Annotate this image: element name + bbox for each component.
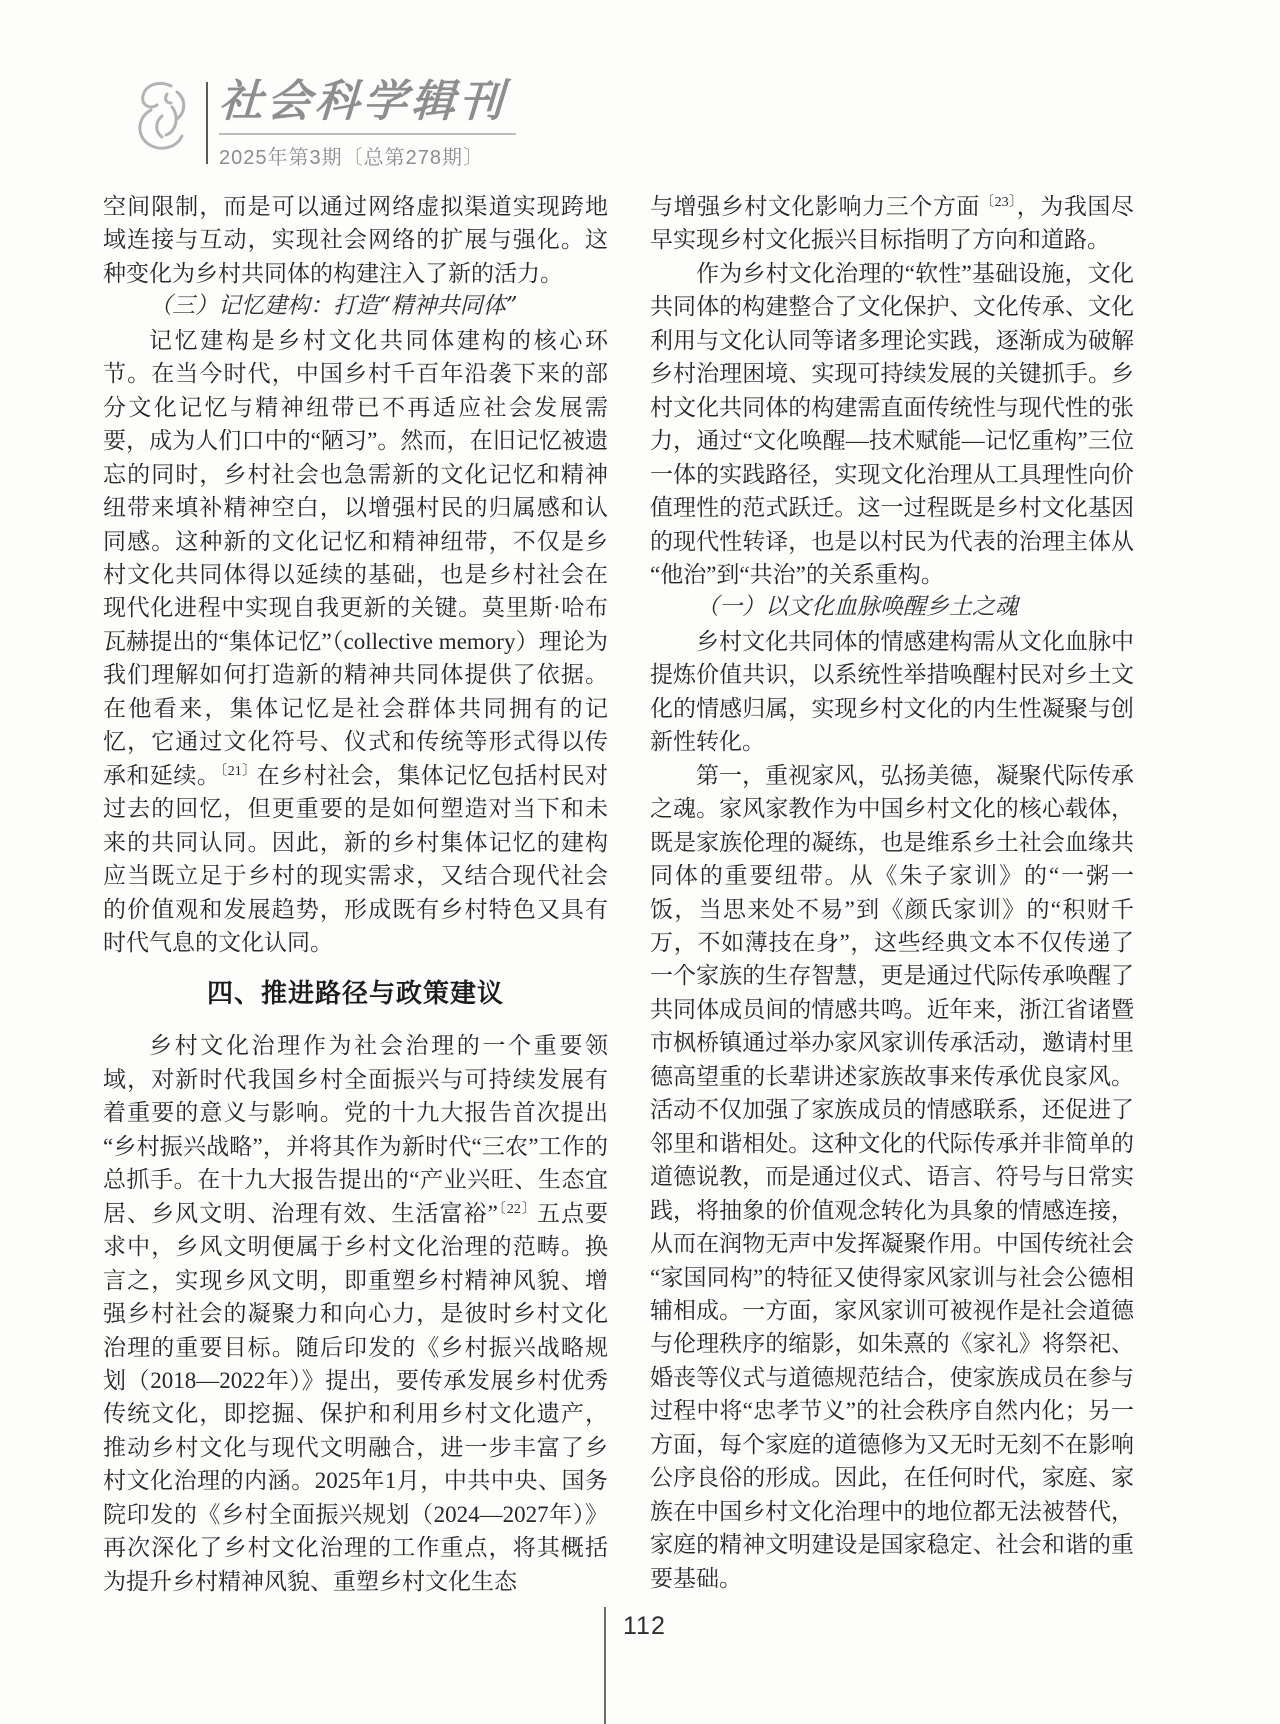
citation-22: 〔22〕 <box>497 1201 537 1217</box>
paragraph-text: 在乡村社会，集体记忆包括村民对过去的回忆，但更重要的是如何塑造对当下和未来的共同认同。因此，新的乡村集体记忆的建构应当既立足于乡村的现实需求，又结合现代社会的价值观和发展趋势，形成既有乡村特色又具有时代气息的文化认同。 <box>103 762 608 955</box>
paragraph-text: 乡村文化治理作为社会治理的一个重要领域，对新时代我国乡村全面振兴与可持续发展有着重要的意义与影响。党的十九大报告首次提出“乡村振兴战略”，并将其作为新时代“三农”工作的总抓手。在十九大报告提出的“产业兴旺、生态宜居、乡风文明、治理有效、生活富裕” <box>103 1033 608 1226</box>
citation-23: 〔23〕 <box>980 195 1017 210</box>
journal-header <box>131 76 516 170</box>
title-underline <box>219 133 516 135</box>
paragraph-text: ，为我国尽早实现乡村文化振兴目标指明了方向和道路。 <box>650 194 1134 253</box>
paragraph-continuation <box>650 190 1134 257</box>
citation-21: 〔21〕 <box>220 763 257 779</box>
paragraph-text: 空间限制，而是可以通过网络虚拟渠道实现跨地域连接与互动，实现社会网络的扩展与强化。这种变化为乡村共同体的构建注入了新的活力。 <box>103 194 608 286</box>
paragraph-text: 与增强乡村文化影响力三个方面 <box>650 194 980 219</box>
section-heading-4: 四、推进路径与政策建议 <box>206 978 504 1009</box>
paragraph-text: 五点要求中，乡风文明便属于乡村文化治理的范畴。换言之，实现乡风文明，即重塑乡村精神风貌、增强乡村社会的凝聚力和向心力，是彼时乡村文化治理的重要目标。随后印发的《乡村振兴战略规划（2018—2022年）》提出，要传承发展乡村优秀传统文化，即挖掘、保护和利用乡村文化遗产，推动乡村文化与现代文明融合，进一步丰富了乡村文化治理的内涵。2025年1月，中共中央、国务院印发的《乡村全面振兴规划（2024—2027年）》再次深化了乡村文化治理的工作重点，将其概括为提升乡村精神风貌、重塑乡村文化生态 <box>103 1200 608 1594</box>
subsection-heading-3: （三）记忆建构：打造“精神共同体” <box>149 293 518 320</box>
paragraph-text: 记忆建构是乡村文化共同体建构的核心环节。在当今时代，中国乡村千百年沿袭下来的部分文化记忆与精神纽带已不再适应社会发展需要，成为人们口中的“陋习”。然而，在旧记忆被遗忘的同时，乡村社会也急需新的文化记忆和精神纽带来填补精神空白，以增强村民的归属感和认同感。这种新的文化记忆和精神纽带，不仅是乡村文化共同体得以延续的基础，也是乡村社会在现代化进程中实现自我更新的关键。莫里斯·哈布瓦赫提出的“集体记忆”（collective memory）理论为我们理解如何打造新的精神共同体提供了依据。在他看来，集体记忆是社会群体共同拥有的记忆，它通过文化符号、仪式和传统等形式得以传承和延续。 <box>103 327 608 788</box>
paragraph-governance <box>103 1029 608 1598</box>
left-column <box>103 190 608 1605</box>
paragraph-family-tradition: 第一，重视家风，弘扬美德，凝聚代际传承之魂。家风家教作为中国乡村文化的核心载体，既是家族伦理的凝练，也是维系乡土社会血缘共同体的重要纽带。从《朱子家训》的“一粥一饭，当思来处不易”到《颜氏家训》的“积财千万，不如薄技在身”，这些经典文本不仅传递了一个家族的生存智慧，更是通过代际传承唤醒了共同体成员间的情感共鸣。近年来，浙江省诸暨市枫桥镇通过举办家风家训传承活动，邀请村里德高望重的长辈讲述家族故事来传承优良家风。活动不仅加强了家族成员的情感联系，还促进了邻里和谐相处。这种文化的代际传承并非简单的道德说教，而是通过仪式、语言、符号与日常实践，将抽象的价值观念转化为具象的情感连接，从而在润物无声中发挥凝聚作用。中国传统社会“家国同构”的特征又使得家风家训与社会公德相辅相成。一方面，家风家训可被视作是社会道德与伦理秩序的缩影，如朱熹的《家礼》将祭祀、婚丧等仪式与道德规范结合，使家族成员在参与过程中将“忠孝节义”的社会秩序自然内化；另一方面，每个家庭的道德修为又无时无刻不在影响公序良俗的形成。因此，在任何时代，家庭、家族在中国乡村文化治理中的地位都无法被替代，家庭的精神文明建设是国家稳定、社会和谐的重要基础。 <box>650 762 1134 1591</box>
header-text-block <box>219 76 516 170</box>
paragraph-emotional-construction: 乡村文化共同体的情感建构需从文化血脉中提炼价值共识，以系统性举措唤醒村民对乡土文化的情感归属，实现乡村文化的内生性凝聚与创新性转化。 <box>650 628 1134 755</box>
header-divider <box>206 82 208 164</box>
page-number: 112 <box>623 1612 666 1640</box>
phoenix-logo-icon <box>131 76 195 160</box>
footer-divider <box>604 1607 606 1724</box>
paragraph-soft-infrastructure: 作为乡村文化治理的“软性”基础设施，文化共同体的构建整合了文化保护、文化传承、文化利用与文化认同等诸多理论实践，逐渐成为破解乡村治理困境、实现可持续发展的关键抓手。乡村文化共同体的构建需直面传统性与现代性的张力，通过“文化唤醒—技术赋能—记忆重构”三位一体的实践路径，实现文化治理从工具理性向价值理性的范式跃迁。这一过程既是乡村文化基因的现代性转译，也是以村民为代表的治理主体从“他治”到“共治”的关系重构。 <box>650 260 1134 587</box>
subsection-heading-1: （一）以文化血脉唤醒乡土之魂 <box>696 594 1018 621</box>
issue-info: 2025年第3期〔总第278期〕 <box>219 147 484 169</box>
paragraph-continuation <box>103 190 608 290</box>
journal-title: 社会科学辑刊 <box>217 76 509 127</box>
right-column <box>650 190 1134 1605</box>
paragraph-memory <box>103 324 608 960</box>
